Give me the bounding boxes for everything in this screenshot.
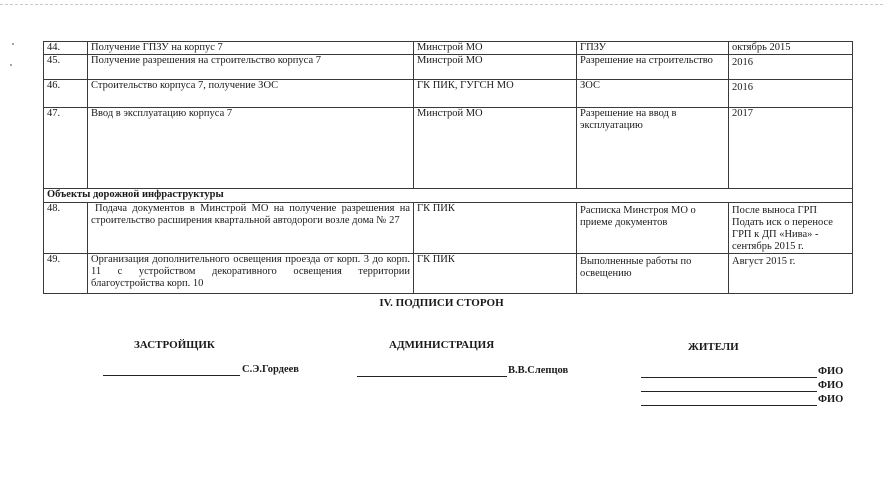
- developer-signature-line: [103, 375, 240, 376]
- row-number: 48.: [44, 203, 88, 254]
- row-number: 46.: [44, 80, 88, 108]
- executor-cell: Минстрой МО: [414, 108, 577, 189]
- developer-signer-name: С.Э.Гордеев: [242, 364, 299, 375]
- task-cell: Ввод в эксплуатацию корпуса 7: [88, 108, 414, 189]
- resident-fio-label: ФИО: [818, 366, 844, 377]
- scan-edge-line: [0, 4, 883, 5]
- resident-signature-line: [641, 377, 817, 378]
- executor-cell: ГК ПИК: [414, 254, 577, 294]
- executor-cell: ГК ПИК, ГУГСН МО: [414, 80, 577, 108]
- task-cell: Подача документов в Минстрой МО на получение разрешения на строительство расширения квартальной автодороги возле дома № 27: [88, 203, 414, 254]
- table-row: [44, 55, 853, 80]
- scan-speck: [10, 64, 12, 66]
- result-cell: Выполненные работы по освещению: [577, 254, 729, 294]
- table-row: [44, 42, 853, 55]
- row-number: 47.: [44, 108, 88, 189]
- resident-signature-line: [641, 405, 817, 406]
- result-cell: Расписка Минстроя МО о приеме документов: [577, 203, 729, 254]
- resident-fio-label: ФИО: [818, 394, 844, 405]
- table-row: [44, 108, 853, 189]
- result-cell: Разрешение на ввод в эксплуатацию: [577, 108, 729, 189]
- administration-signature-line: [357, 376, 507, 377]
- resident-fio-label: ФИО: [818, 380, 844, 391]
- row-number: 49.: [44, 254, 88, 294]
- section-title: Объекты дорожной инфраструктуры: [44, 189, 853, 203]
- result-cell: ГПЗУ: [577, 42, 729, 55]
- deadline-cell: После выноса ГРП Подать иск о переносе ГРП к ДП «Нива» - сентябрь 2015 г.: [729, 203, 853, 254]
- deadline-cell: 2017: [729, 108, 853, 189]
- section-header-row: [44, 189, 853, 203]
- executor-cell: Минстрой МО: [414, 42, 577, 55]
- row-number: 44.: [44, 42, 88, 55]
- deadline-cell: 2016: [729, 55, 853, 80]
- signatures-heading: IV. ПОДПИСИ СТОРОН: [379, 297, 504, 309]
- row-number: 45.: [44, 55, 88, 80]
- table-row: [44, 254, 853, 294]
- deadline-cell: Август 2015 г.: [729, 254, 853, 294]
- resident-signature-line: [641, 391, 817, 392]
- task-cell: Получение разрешения на строительство корпуса 7: [88, 55, 414, 80]
- scan-speck: [12, 43, 14, 45]
- administration-label: АДМИНИСТРАЦИЯ: [389, 339, 495, 351]
- administration-signer-name: В.В.Слепцов: [508, 365, 569, 376]
- schedule-table: [43, 41, 853, 294]
- task-cell: Строительство корпуса 7, получение ЗОС: [88, 80, 414, 108]
- residents-label: ЖИТЕЛИ: [688, 341, 739, 353]
- deadline-cell: 2016: [729, 80, 853, 108]
- task-cell: Организация дополнительного освещения проезда от корп. 3 до корп. 11 с устройством декоративного освещения территории благоустройства корп. 10: [88, 254, 414, 294]
- developer-label: ЗАСТРОЙЩИК: [134, 339, 215, 351]
- table-row: [44, 203, 853, 254]
- result-cell: ЗОС: [577, 80, 729, 108]
- executor-cell: Минстрой МО: [414, 55, 577, 80]
- executor-cell: ГК ПИК: [414, 203, 577, 254]
- deadline-cell: октябрь 2015: [729, 42, 853, 55]
- result-cell: Разрешение на строительство: [577, 55, 729, 80]
- table-row: [44, 80, 853, 108]
- task-cell: Получение ГПЗУ на корпус 7: [88, 42, 414, 55]
